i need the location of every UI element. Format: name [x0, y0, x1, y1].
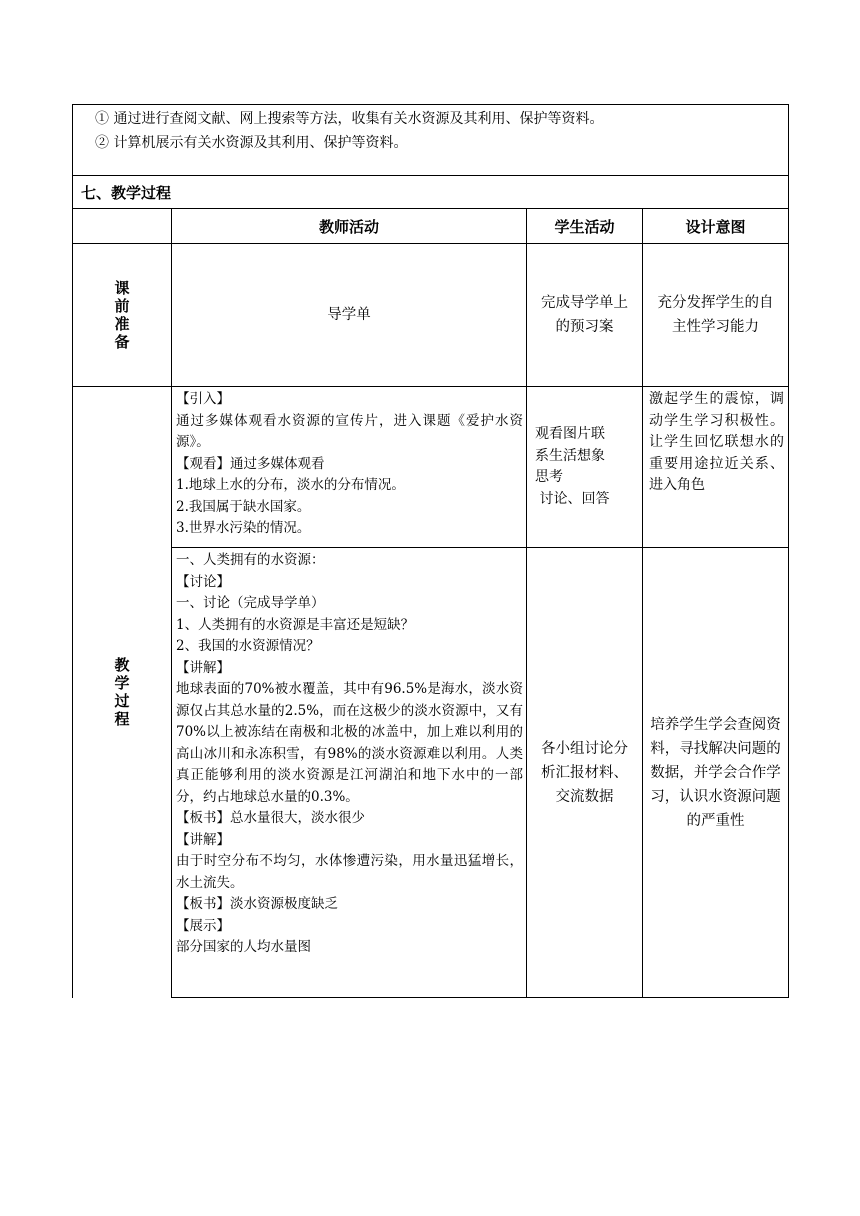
- stage-char: 备: [114, 333, 130, 351]
- stage-char: 准: [114, 315, 130, 333]
- intro-student: [527, 387, 643, 548]
- main-line: 一、讨论（完成导学单）: [176, 595, 325, 611]
- main-line: 2、我国的水资源情况？: [176, 638, 320, 654]
- main-line: 地球表面的70%被水覆盖，其中有96.5%是海水，淡水资源仅占其总水量的2.5%，而在这极少的淡水资源中，又有70%以上被冻结在南极和北极的冰盖中，加上难以利用的高山冰川和永冻积雪，有98%的淡水资源难以利用。人类真正能够利用的淡水资源是江河湖泊和地下水中的一部分，约占地球总水量的0.3%。: [176, 681, 523, 805]
- header-row: [73, 209, 789, 244]
- intro-student-line: 系生活想象: [535, 447, 605, 464]
- intro-line: 【引入】: [176, 391, 230, 407]
- main-stage: [73, 387, 172, 998]
- stage-char: 教: [114, 656, 130, 675]
- header-teacher: 教师活动: [172, 209, 527, 244]
- intro-intent: 激起学生的震惊，调动学生学习积极性。让学生回忆联想水的重要用途拉近关系、进入角色: [643, 387, 789, 548]
- lesson-plan-table: [72, 104, 789, 998]
- intro-line: 【观看】通过多媒体观看: [176, 455, 325, 472]
- pre-class-teacher: 导学单: [172, 244, 527, 387]
- pre-class-intent: 充分发挥学生的自主性学习能力: [643, 244, 789, 387]
- main-line: 【板书】总水量很大，淡水很少: [176, 810, 365, 826]
- section-title: 七、教学过程: [73, 176, 789, 209]
- stage-char: 过: [114, 692, 130, 711]
- main-line: 一、人类拥有的水资源：: [176, 552, 325, 568]
- main-line: 【讨论】: [176, 573, 230, 590]
- main-row: [73, 548, 789, 998]
- pre-class-stage: [73, 244, 172, 387]
- pre-class-student: 完成导学单上的预习案: [527, 244, 643, 387]
- pre-class-row: [73, 244, 789, 387]
- main-intent: 培养学生学会查阅资料，寻找解决问题的数据，并学会合作学习，认识水资源问题的严重性: [643, 548, 789, 998]
- section-row: [73, 176, 789, 209]
- main-line: 【板书】淡水资源极度缺乏: [176, 896, 338, 912]
- prep-cell: [73, 105, 789, 176]
- intro-student-line: 讨论、回答: [535, 490, 610, 507]
- stage-char: 前: [114, 297, 130, 315]
- main-teacher: [172, 548, 527, 998]
- header-empty: [73, 209, 172, 244]
- main-line: 部分国家的人均水量图: [176, 939, 311, 955]
- main-line: 由于时空分布不均匀，水体惨遭污染，用水量迅猛增长，水土流失。: [176, 853, 523, 891]
- intro-row: [73, 387, 789, 548]
- stage-char: 学: [114, 674, 130, 693]
- header-student: 学生活动: [527, 209, 643, 244]
- main-line: 1、人类拥有的水资源是丰富还是短缺？: [176, 616, 415, 633]
- main-student: 各小组讨论分析汇报材料、交流数据: [527, 548, 643, 998]
- intro-line: 2.我国属于缺水国家。: [176, 498, 311, 515]
- intro-student-line: 思考: [535, 469, 563, 485]
- prep-item: ② 计算机展示有关水资源及其利用、保护等资料。: [95, 135, 408, 151]
- stage-char: 程: [114, 710, 130, 729]
- intro-line: 通过多媒体观看水资源的宣传片，进入课题《爱护水资源》。: [176, 412, 523, 450]
- intro-teacher: [172, 387, 527, 548]
- prep-item: ① 通过进行查阅文献、网上搜索等方法，收集有关水资源及其利用、保护等资料。: [95, 111, 604, 127]
- main-line: 【展示】: [176, 917, 230, 934]
- stage-char: 课: [114, 279, 130, 297]
- main-line: 【讲解】: [176, 831, 230, 848]
- main-line: 【讲解】: [176, 659, 230, 676]
- header-intent: 设计意图: [643, 209, 789, 244]
- intro-line: 1.地球上水的分布，淡水的分布情况。: [176, 477, 405, 493]
- prep-row: [73, 105, 789, 176]
- intro-student-line: 观看图片联: [535, 426, 605, 442]
- intro-line: 3.世界水污染的情况。: [176, 520, 311, 536]
